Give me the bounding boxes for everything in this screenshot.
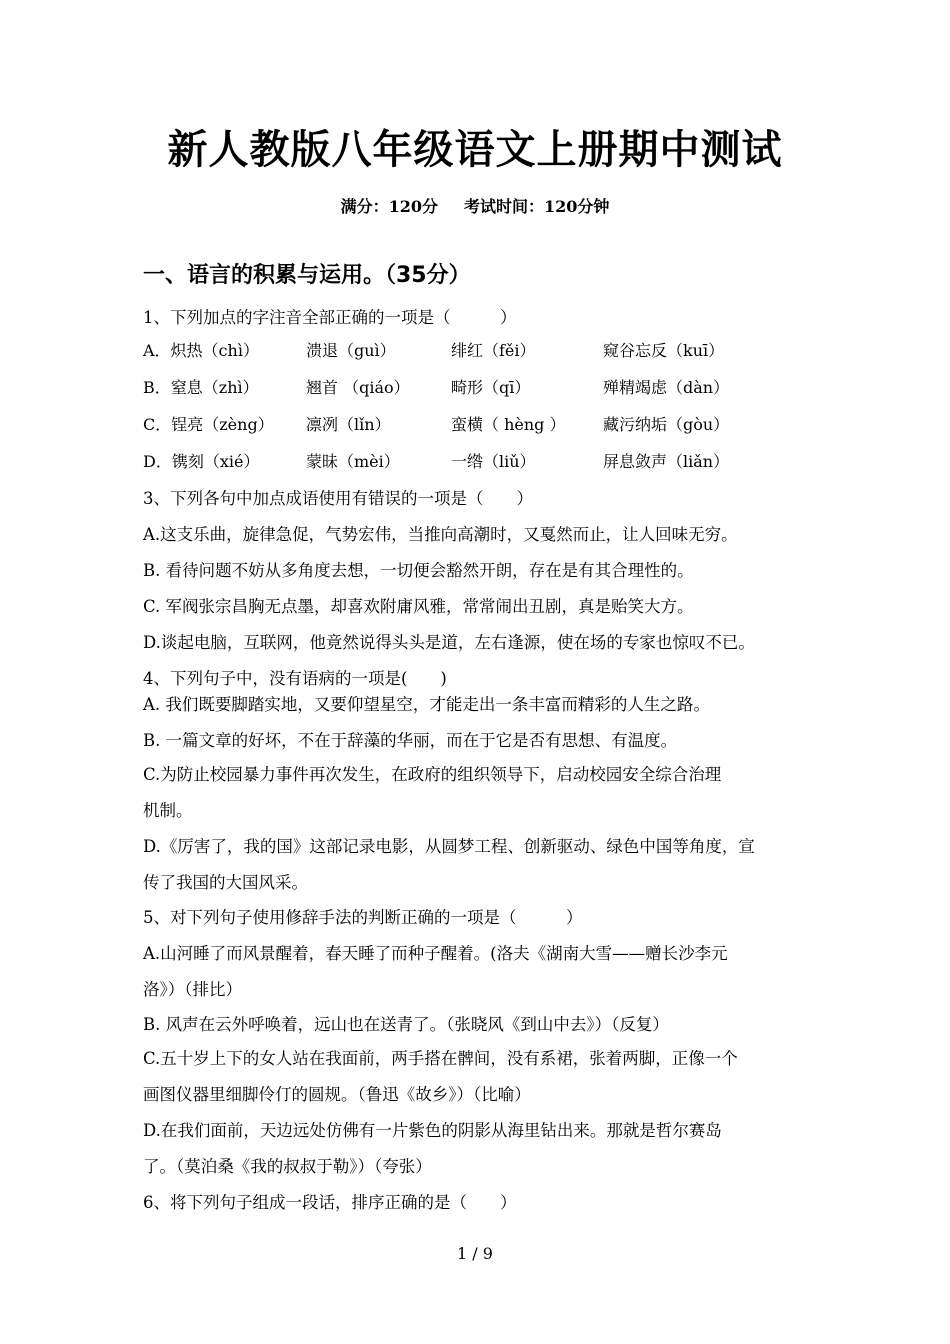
q5-option-c-line2: 画图仪器里细脚伶仃的圆规。（鲁迅《故乡》）（比喻） [143,1085,531,1104]
q5-option-c-line1: C.五十岁上下的女人站在我面前，两手搭在髀间，没有系裙，张着两脚，正像一个 [143,1049,738,1068]
q1-option-c-1: C．锃亮（zèng） [143,415,274,434]
question-1-stem: 1、下列加点的字注音全部正确的一项是（ ） [143,308,517,327]
q1-option-b-1: B．窒息（zhì） [143,378,259,397]
q4-option-d-line1: D.《厉害了，我的国》这部记录电影，从圆梦工程、创新驱动、绿色中国等角度，宣 [143,837,755,856]
q5-option-d-line1: D.在我们面前，天边远处仿佛有一片紫色的阴影从海里钻出来。那就是哲尔赛岛 [143,1121,722,1140]
q4-option-b: B. 一篇文章的好坏，不在于辞藻的华丽，而在于它是否有思想、有温度。 [143,731,678,750]
exam-time: 考试时间：120分钟 [464,197,610,216]
q1-option-d-1: D．镌刻（xié） [143,452,260,471]
q5-option-b: B. 风声在云外呼唤着，远山也在送青了。（张晓风《到山中去》）（反复） [143,1015,669,1034]
q4-option-c-line2: 机制。 [143,801,193,820]
q1-option-a-1: A．炽热（chì） [143,341,259,360]
q1-option-a-2: 溃退（guì） [306,341,396,360]
q3-option-d: D.谈起电脑，互联网，他竟然说得头头是道，左右逢源，使在场的专家也惊叹不已。 [143,633,755,652]
page-number: 1 / 9 [457,1244,493,1263]
q5-option-d-line2: 了。（莫泊桑《我的叔叔于勒》）（夸张） [143,1157,432,1176]
q1-option-c-3: 蛮横（ hèng ） [451,415,566,434]
q3-option-c: C. 军阀张宗昌胸无点墨，却喜欢附庸风雅，常常闹出丑剧，真是贻笑大方。 [143,597,694,616]
q4-option-a: A. 我们既要脚踏实地，又要仰望星空，才能走出一条丰富而精彩的人生之路。 [143,695,710,714]
q1-option-b-3: 畸形（qī） [451,378,531,397]
question-4-stem: 4、下列句子中，没有语病的一项是( ) [143,669,447,688]
q1-option-a-4: 窥谷忘反（kuī） [603,341,725,360]
question-5-stem: 5、对下列句子使用修辞手法的判断正确的一项是（ ） [143,908,583,927]
q1-option-d-3: 一绺（liǔ） [451,452,536,471]
question-3-stem: 3、下列各句中加点成语使用有错误的一项是（ ） [143,489,533,508]
section-heading: 一、语言的积累与运用。（35分） [143,263,471,288]
exam-meta [0,194,950,217]
q4-option-d-line2: 传了我国的大国风采。 [143,873,308,892]
q5-option-a-line2: 洛》）（排比） [143,980,242,999]
q3-option-a: A.这支乐曲，旋律急促，气势宏伟，当推向高潮时，又戛然而止，让人回味无穷。 [143,525,738,544]
q5-option-a-line1: A.山河睡了而风景醒着，春天睡了而种子醒着。(洛夫《湖南大雪——赠长沙李元 [143,944,728,963]
q3-option-b: B. 看待问题不妨从多角度去想，一切便会豁然开朗，存在是有其合理性的。 [143,561,694,580]
q1-option-b-2: 翘首 （qiáo） [306,378,410,397]
q1-option-d-4: 屏息敛声（liǎn） [603,452,730,471]
page-title: 新人教版八年级语文上册期中测试 [167,127,783,173]
q1-option-d-2: 蒙昧（mèi） [306,452,400,471]
full-score: 满分：120分 [340,197,438,216]
q1-option-a-3: 绯红（fěi） [451,341,536,360]
q1-option-c-2: 凛冽（lǐn） [306,415,391,434]
q4-option-c-line1: C.为防止校园暴力事件再次发生，在政府的组织领导下，启动校园安全综合治理 [143,765,722,784]
q1-option-c-4: 藏污纳垢（gòu） [603,415,730,434]
q1-option-b-4: 殚精竭虑（dàn） [603,378,730,397]
question-6-stem: 6、将下列句子组成一段话，排序正确的是（ ） [143,1193,517,1212]
